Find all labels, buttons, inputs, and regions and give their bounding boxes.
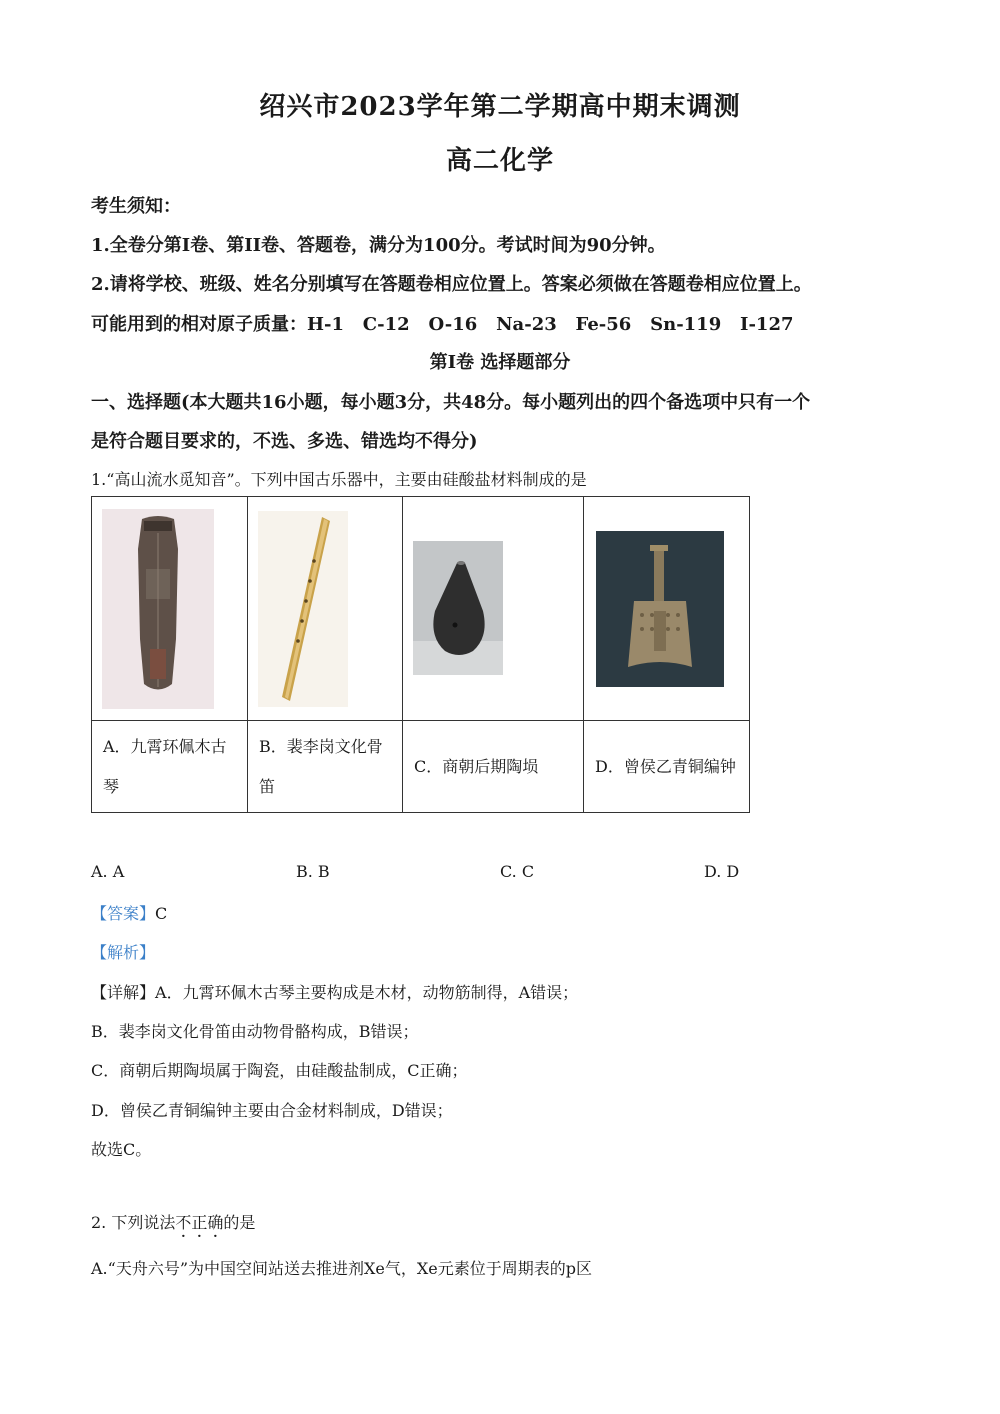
guqin-image — [102, 509, 214, 709]
q1-image-cell-c — [403, 497, 584, 721]
answer-tag: 【答案】 — [91, 904, 156, 923]
q1-image-cell-b — [248, 497, 403, 721]
analysis-tag: 【解析】 — [91, 943, 156, 962]
q1-stem: 1.“高山流水觅知音”。下列中国古乐器中，主要由硅酸盐材料制成的是 — [91, 470, 587, 489]
q1-table-option-c: C．商朝后期陶埙 — [403, 721, 584, 813]
part1-title: 第I卷 选择题部分 — [429, 352, 571, 373]
q1-table-option-b: B．裴李岗文化骨笛 — [248, 721, 403, 813]
detail-a: A．九霄环佩木古琴主要构成是木材，动物筋制得，A错误； — [155, 983, 579, 1002]
document-title: 绍兴市2023学年第二学期高中期末调测 — [259, 92, 741, 122]
pottery-xun-image — [413, 541, 503, 675]
bone-flute-image — [258, 511, 348, 707]
q2-stem — [91, 1210, 255, 1233]
q1-choice-b: B. B — [296, 862, 330, 881]
q2-emph-2: 正 — [191, 1213, 208, 1232]
notice-item-2: 2.请将学校、班级、姓名分别填写在答题卷相应位置上。答案必须做在答题卷相应位置上。 — [91, 274, 812, 295]
section-heading-line1: 一、选择题(本大题共16小题，每小题3分，共48分。每小题列出的四个备选项中只有一个 — [91, 392, 811, 413]
notice-heading: 考生须知： — [91, 196, 181, 217]
q1-choice-d: D. D — [704, 862, 740, 881]
q1-options-table — [91, 496, 750, 813]
detail-d: D．曾侯乙青铜编钟主要由合金材料制成，D错误； — [91, 1101, 453, 1120]
bronze-bell-image — [596, 531, 724, 687]
q1-answer — [91, 901, 167, 924]
detail-c: C．商朝后期陶埙属于陶瓷，由硅酸盐制成，C正确； — [91, 1061, 468, 1080]
detail-tag: 【详解】 — [91, 983, 156, 1002]
q1-image-cell-a — [92, 497, 248, 721]
atomic-masses: 可能用到的相对原子质量：H-1 C-12 O-16 Na-23 Fe-56 Sn-119 I-127 — [91, 314, 794, 335]
q1-table-option-a: A．九霄环佩木古琴 — [92, 721, 248, 813]
notice-item-1: 1.全卷分第I卷、第II卷、答题卷，满分为100分。考试时间为90分钟。 — [91, 235, 666, 256]
q1-table-option-d: D．曾侯乙青铜编钟 — [584, 721, 750, 813]
detail-b: B．裴李岗文化骨笛由动物骨骼构成，B错误； — [91, 1022, 419, 1041]
section-heading-line2: 是符合题目要求的，不选、多选、错选均不得分) — [91, 431, 478, 452]
q2-emph-3: 确 — [207, 1213, 224, 1232]
q1-image-cell-d — [584, 497, 750, 721]
q2-option-a: A.“天舟六号”为中国空间站送去推进剂Xe气，Xe元素位于周期表的p区 — [91, 1259, 592, 1278]
q1-detail-a-line — [91, 980, 578, 1003]
answer-value: C — [155, 904, 168, 923]
q2-stem-prefix: 2. 下列说法 — [91, 1213, 176, 1232]
q1-choice-c: C. C — [500, 862, 535, 881]
q2-emph-1: 不 — [175, 1213, 192, 1232]
document-subject: 高二化学 — [445, 146, 554, 176]
q1-choice-a: A. A — [91, 862, 125, 881]
q2-stem-suffix: 的是 — [223, 1213, 256, 1232]
conclusion: 故选C。 — [91, 1140, 152, 1159]
